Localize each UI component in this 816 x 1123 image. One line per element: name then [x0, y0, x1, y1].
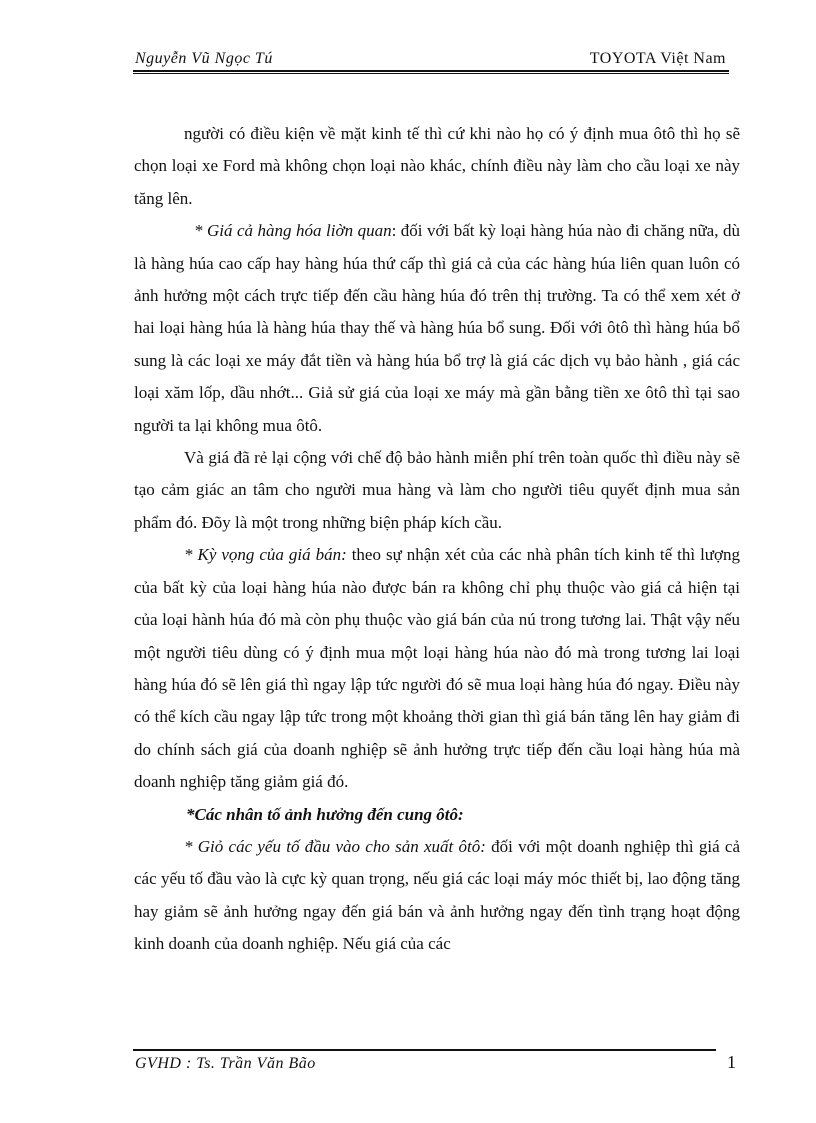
paragraph-3: Và giá đã rẻ lại cộng với chế độ bảo hành miễn phí trên toàn quốc thì điều này sẽ tạo cảm giác an tâm cho người mua hàng và làm cho người tiêu quyết định mua sản phẩm đó. Đõy là một trong những biện pháp kích cầu. [134, 448, 740, 532]
footer-rule [133, 1049, 716, 1051]
page-number: 1 [727, 1052, 736, 1072]
paragraph-1: người có điều kiện về mặt kinh tế thì cứ khi nào họ có ý định mua ôtô thì họ sẽ chọn loại xe Ford mà không chọn loại nào khác, chính điều này làm cho cầu loại xe này tăng lên. [134, 124, 740, 208]
paragraph-4-label: * Kỳ vọng của giá bán: [184, 545, 347, 565]
paragraph-4 [134, 539, 740, 798]
document-body [134, 118, 740, 961]
section-heading: *Các nhân tố ảnh hưởng đến cung ôtô: [186, 804, 464, 824]
paragraph-5-text: đối với một doanh nghiệp thì giá cả các yếu tố đầu vào là cực kỳ quan trọng, nếu giá các loại máy móc thiết bị, lao động tăng hay giảm sẽ ảnh hưởng ngay đến giá bán và ảnh hưởng ngay đến tình trạng hoạt động kinh doanh của doanh nghiệp. Nếu giá của các [134, 836, 740, 954]
paragraph-4-text: theo sự nhận xét của các nhà phân tích kinh tế thì lượng của bất kỳ của loại hàng húa nào được bán ra không chỉ phụ thuộc vào giá cả hiện tại của loại hành húa đó mà còn phụ thuộc vào giá bán của nú trong tương lai. Thật vậy nếu một người tiêu dùng có ý định mua một loại hàng húa nào đó mà trong tương lai loại hàng húa đó sẽ lên giá thì ngay lập tức người đó sẽ mua loại hàng húa đó ngay. Điều này có thể kích cầu ngay lập tức trong một khoảng thời gian thì giá bán tăng lên hay giảm đi do chính sách giá của doanh nghiệp sẽ ảnh hưởng trực tiếp đến cầu loại hàng húa mà doanh nghiệp tăng giảm giá đó. [134, 545, 740, 792]
paragraph-2-label: * Giá cả hàng hóa liờn quan [194, 221, 392, 241]
header-rule [133, 70, 729, 74]
header-author: Nguyễn Vũ Ngọc Tú [135, 50, 273, 67]
footer-advisor: GVHD : Ts. Trần Văn Bão [135, 1055, 316, 1072]
paragraph-5-label: * Giỏ các yếu tố đầu vào cho sản xuất ôtô: [184, 836, 486, 856]
paragraph-2-text: : đối với bất kỳ loại hàng húa nào đi chăng nữa, dù là hàng húa cao cấp hay hàng húa thứ cấp thì giá cả của các hàng húa liên quan luôn có ảnh hưởng một cách trực tiếp đến cầu hàng húa đó trên thị trường. Ta có thể xem xét ở hai loại hàng húa là hàng húa thay thế và hàng húa bổ sung. Đối với ôtô thì hàng húa bổ sung là các loại xe máy đắt tiền và hàng húa bổ trợ là giá các dịch vụ bảo hành , giá các loại xăm lốp, dầu nhớt... Giả sử giá của loại xe máy mà gần bằng tiền xe ôtô thì tại sao người ta lại không mua ôtô. [134, 221, 740, 435]
paragraph-5 [134, 831, 740, 961]
paragraph-2 [134, 215, 740, 442]
header-company: TOYOTA Việt Nam [589, 50, 726, 67]
